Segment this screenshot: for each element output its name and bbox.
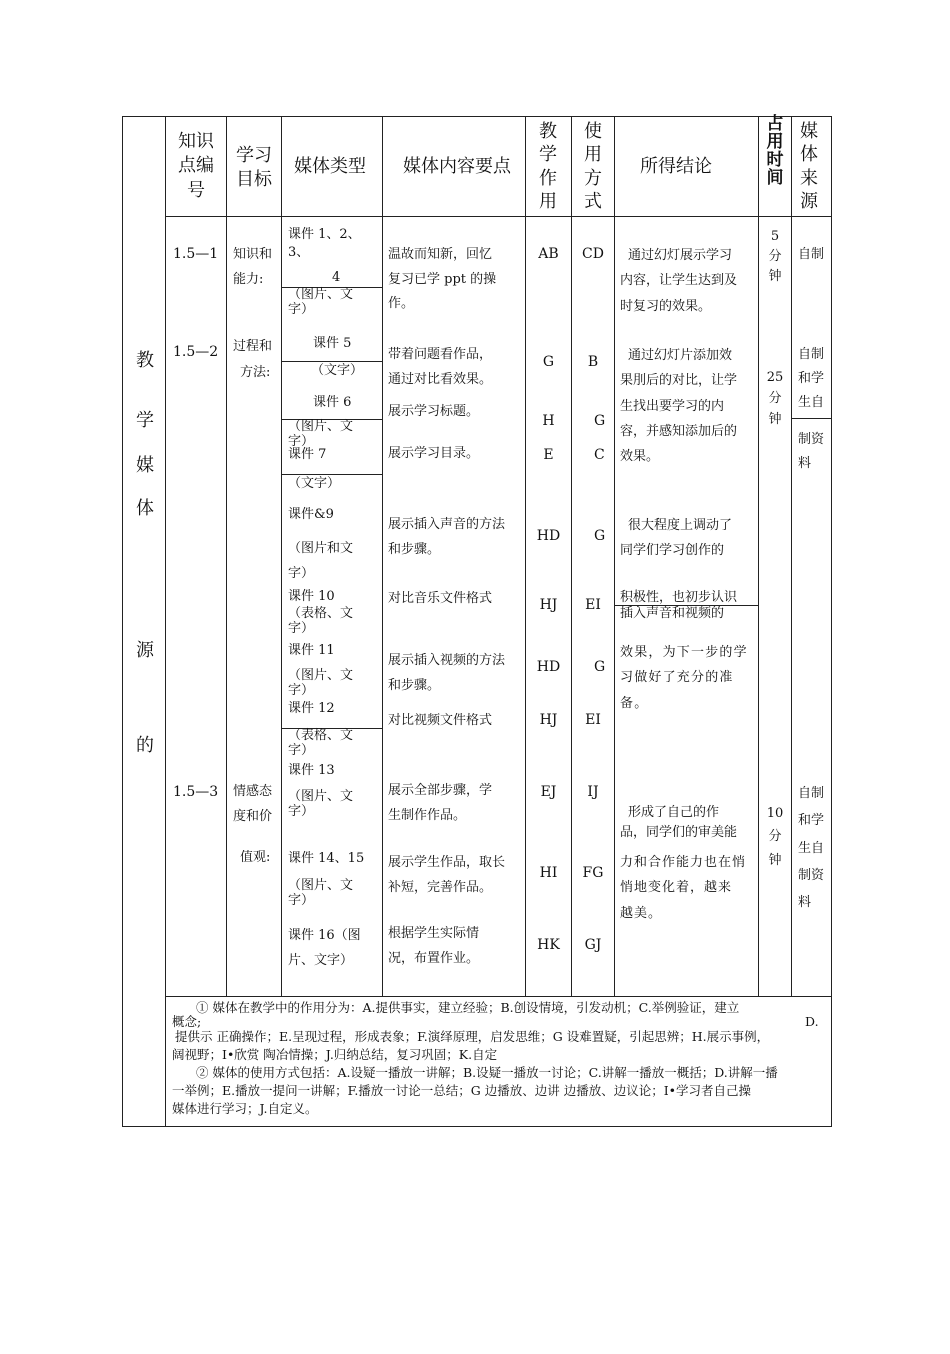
- conclusion-text: 积极性，也初步认识: [620, 590, 738, 605]
- usage-mode: GJ: [584, 937, 602, 953]
- media-content: 对比音乐文件格式: [388, 591, 493, 606]
- media-type: 课件 11: [288, 643, 335, 658]
- usage-mode: G: [594, 528, 606, 544]
- teaching-role: H: [542, 413, 555, 429]
- side-label-char: 媒: [136, 455, 154, 476]
- conclusion-text: 插入声音和视频的: [620, 606, 725, 621]
- footnote-line: 阔视野；I•欣赏 陶冶情操；J.归纳总结，复习巩固；K.自定: [172, 1047, 498, 1062]
- media-content: 展示学习目录。: [388, 446, 480, 461]
- conclusion-text: 通过幻灯展示学习 内容，让学生达到及 时复习的效果。: [620, 248, 738, 314]
- media-content: 展示插入声音的方法 和步骤。: [388, 517, 506, 557]
- media-type: 3、: [288, 245, 310, 260]
- media-content: 展示学生作品，取长 补短，完善作品。: [388, 855, 506, 895]
- media-type: 课件 1、2、: [288, 227, 361, 242]
- row-divider: [791, 418, 831, 419]
- header-teaching-role: 教 学 作 用: [539, 121, 557, 213]
- media-content: 对比视频文件格式: [388, 713, 493, 728]
- media-type: （图片、文 字）: [288, 789, 354, 819]
- media-source: 制资 料: [798, 432, 825, 472]
- footnote-line: ② 媒体的使用方式包括：A.设疑一播放一讲解；B.设疑一播放一讨论；C.讲解一播放一概括；D.讲解一播: [196, 1065, 778, 1080]
- goal-text: 值观:: [240, 850, 271, 865]
- time-used: 5 分 钟: [768, 229, 782, 285]
- conclusion-text: 力和合作能力也在悄 悄地变化着，越来 越美。: [620, 855, 747, 921]
- media-type: 课件 14、15: [288, 851, 365, 866]
- media-content: 展示学习标题。: [388, 404, 480, 419]
- conclusion-text: 效果，为下一步的学 习做好了充分的准 备。: [620, 645, 748, 711]
- side-label-char: 源: [136, 640, 154, 661]
- header-time: 占 用 时 间: [766, 114, 784, 188]
- teaching-role: HI: [539, 865, 558, 881]
- header-point-number: 知识 点编 号: [178, 131, 214, 201]
- point-number: 1.5—1: [173, 246, 219, 262]
- point-number: 1.5—2: [173, 344, 219, 360]
- teaching-role: HD: [536, 528, 561, 544]
- conclusion-text: 形成了自己的作 品，同学们的审美能: [620, 805, 738, 840]
- col-divider: [614, 116, 615, 997]
- teaching-role: HD: [536, 659, 561, 675]
- media-content: 温故而知新，回忆 复习已学 ppt 的操 作。: [388, 247, 497, 312]
- usage-mode: FG: [582, 865, 604, 881]
- header-conclusion: 所得结论: [640, 156, 712, 177]
- media-type: 4: [332, 270, 341, 285]
- table-left-border: [122, 116, 123, 1127]
- media-type: 课件 13: [288, 763, 335, 778]
- header-media-content: 媒体内容要点: [403, 156, 511, 177]
- conclusion-text: 通过幻灯片添加效 果刖后的对比，让学 生找出要学习的内 容，并感知添加后的 效果。: [620, 348, 738, 465]
- point-number: 1.5—3: [173, 784, 219, 800]
- media-type: 课件 16（图 片、文字）: [288, 928, 361, 968]
- media-type: 课件 10: [288, 589, 335, 604]
- row-divider: [281, 361, 382, 362]
- footnote-line: 概念;: [172, 1014, 202, 1029]
- footnote-line: 提供示 正确操作；E.呈现过程，形成表象；F.演绎原理，启发思维；G 设难置疑，引起思辨；H.展示事例，: [175, 1029, 770, 1044]
- goal-text: 知识和 能力:: [233, 247, 273, 287]
- header-media-type: 媒体类型: [294, 156, 366, 177]
- media-content: 展示插入视频的方法 和步骤。: [388, 653, 506, 693]
- media-content: 根据学生实际情 况，布置作业。: [388, 926, 480, 966]
- media-type: （图片、文 字）: [288, 419, 354, 449]
- media-content: 展示全部步骤，学 生制作作品。: [388, 783, 493, 823]
- media-source: 自制 和学 生自 制资 料: [798, 786, 825, 911]
- table-top-border: [122, 116, 832, 117]
- row-divider: [281, 474, 382, 475]
- usage-mode: EI: [585, 597, 601, 613]
- media-type: （文字）: [288, 476, 341, 491]
- col-divider: [226, 116, 227, 997]
- media-type: 课件 5: [313, 336, 352, 351]
- footnote-line: D.: [805, 1014, 819, 1029]
- media-type: （图片、文 字）: [288, 878, 354, 908]
- conclusion-text: 很大程度上调动了 同学们学习创作的: [620, 518, 733, 559]
- notes-divider: [165, 996, 831, 997]
- usage-mode: CD: [582, 246, 604, 262]
- footnote-line: 一举例；E.播放一提问一讲解；F.播放一讨论一总结；G 边播放、边讲 边播放、边议论；I•学习者自己操: [172, 1083, 752, 1098]
- media-source: 自制 和学 生自: [798, 347, 825, 411]
- media-type: （图片、文 字）: [288, 287, 354, 317]
- media-type: （文字）: [311, 363, 364, 378]
- header-divider: [165, 216, 831, 217]
- usage-mode: G: [594, 659, 606, 675]
- side-label-char: 学: [136, 410, 154, 431]
- teaching-role: EJ: [540, 784, 557, 800]
- media-content: 带着问题看作品， 通过对比看效果。: [388, 347, 493, 387]
- side-label-char: 的: [136, 735, 154, 756]
- col-divider: [165, 116, 166, 1127]
- time-used: 25 分 钟: [766, 370, 784, 427]
- footnote-line: 媒体进行学习；J.自定义。: [172, 1101, 318, 1116]
- header-usage-mode: 使 用 方 式: [584, 121, 602, 213]
- media-type: （图片、文 字）: [288, 668, 354, 698]
- goal-text: 情感态 度和价: [233, 784, 273, 824]
- media-type: 课件 6: [313, 395, 352, 410]
- usage-mode: C: [594, 447, 605, 463]
- goal-text: 过程和: [233, 339, 273, 354]
- table-right-border: [831, 116, 832, 1127]
- footnote-line: ① 媒体在教学中的作用分为：A.提供事实，建立经验；B.创设情境，引发动机；C.举例验证，建立: [196, 1000, 740, 1015]
- usage-mode: B: [587, 354, 599, 370]
- usage-mode: G: [594, 413, 606, 429]
- teaching-role: HJ: [539, 712, 558, 728]
- teaching-role: HJ: [539, 597, 558, 613]
- header-source: 媒 体 来 源: [800, 121, 818, 213]
- media-type: 课件 7: [288, 447, 327, 462]
- table-bottom-border: [122, 1126, 832, 1127]
- side-label-char: 体: [136, 498, 154, 519]
- teaching-role: E: [543, 447, 554, 463]
- media-type: 课件 12: [288, 701, 335, 716]
- usage-mode: EI: [585, 712, 601, 728]
- side-label-char: 教: [136, 350, 154, 371]
- media-type: （图片和文 字）: [288, 541, 354, 581]
- media-type: 课件&9: [288, 507, 334, 522]
- media-type: （表格、文 字）: [288, 606, 354, 636]
- teaching-role: HK: [537, 937, 560, 953]
- col-divider: [382, 116, 383, 997]
- teaching-role: AB: [538, 246, 559, 262]
- goal-text: 方法:: [240, 365, 271, 380]
- media-source: 自制: [798, 247, 825, 262]
- col-divider: [281, 116, 282, 997]
- teaching-role: G: [542, 354, 555, 370]
- time-used: 10 分 钟: [766, 806, 784, 868]
- media-type: （表格、文 字）: [288, 728, 354, 758]
- header-learning-goal: 学习 目标: [236, 145, 272, 191]
- usage-mode: IJ: [587, 784, 599, 800]
- col-divider: [791, 116, 792, 997]
